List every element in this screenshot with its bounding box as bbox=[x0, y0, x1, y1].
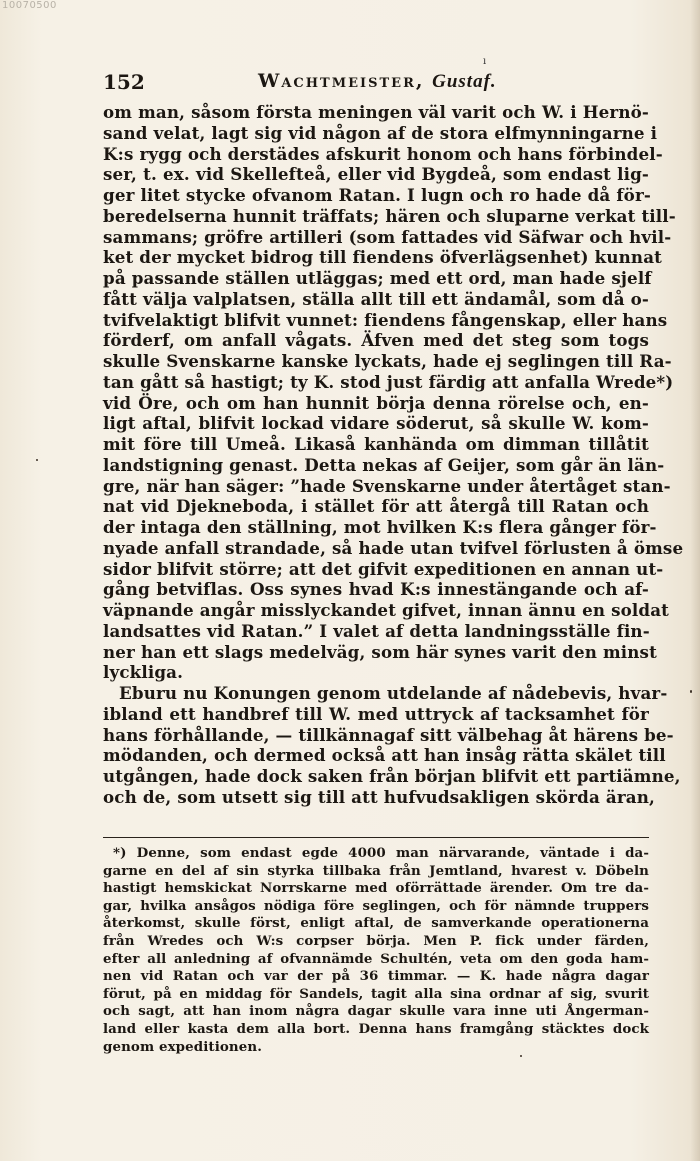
text-line: nyade anfall strandade, så hade utan tvifvel förlusten å ömse bbox=[103, 537, 684, 558]
text-line: förderf, om anfall vågats. Äfven med det steg som togs bbox=[103, 330, 649, 351]
running-title-surname: Wachtmeister, bbox=[258, 70, 425, 92]
ink-speck bbox=[520, 1055, 522, 1057]
footnote-line: återkomst, skulle först, enligt aftal, de samverkande operationerna bbox=[103, 915, 649, 932]
ink-speck bbox=[36, 459, 38, 461]
text-line: hans förhållande, — tillkännagaf sitt välbehag åt härens be- bbox=[103, 724, 674, 745]
text-line: ibland ett handbref till W. med uttryck af tacksamhet för bbox=[103, 703, 649, 724]
text-line: sidor blifvit större; att det gifvit expeditionen en annan ut- bbox=[103, 558, 664, 579]
text-line: vid Öre, och om han hunnit börja denna rörelse och, en- bbox=[103, 392, 649, 413]
text-line: ligt aftal, blifvit lockad vidare söderut, så skulle W. kom- bbox=[103, 413, 649, 434]
text-line: mödanden, och dermed också att han insåg rätta skälet till bbox=[103, 745, 666, 766]
footnote-line: från Wredes och W:s corpser börja. Men P. fick under färden, bbox=[103, 932, 649, 949]
text-line: nat vid Djekneboda, i stället för att återgå till Ratan och bbox=[103, 496, 649, 517]
text-line: K:s rygg och derstädes afskurit honom och hans förbindel- bbox=[103, 143, 663, 164]
footnote-rule bbox=[103, 837, 649, 838]
text-line: gre, när han säger: ”hade Svenskarne under återtåget stan- bbox=[103, 475, 671, 496]
text-line: der intaga den ställning, mot hvilken K:s flera gånger för- bbox=[103, 517, 657, 537]
footnote-line: efter all anledning af ofvannämde Schultén, veta om den goda ham- bbox=[103, 950, 649, 967]
footnote-line: land eller kasta dem alla bort. Denna hans framgång stäcktes dock bbox=[103, 1020, 649, 1037]
footnote-line: förut, på en middag för Sandels, tagit alla sina ordnar af sig, svurit bbox=[103, 985, 649, 1002]
footnote-line: nen vid Ratan och var der på 36 timmar. — K. hade några dagar bbox=[103, 968, 649, 985]
text-line: Eburu nu Konungen genom utdelande af nådebevis, hvar- bbox=[119, 683, 668, 703]
text-line: ner han ett slags medelväg, som här synes varit den minst bbox=[103, 641, 657, 662]
footnote-line: gar, hvilka ansågos nödiga före seglingen, och för nämnde truppers bbox=[103, 897, 649, 914]
text-line: tvifvelaktigt blifvit vunnet: fiendens fångenskap, eller hans bbox=[103, 309, 668, 330]
page-number: 152 bbox=[103, 70, 145, 94]
footnote-line: och sagt, att han inom några dagar skulle vara inne uti Ångerman- bbox=[103, 1003, 649, 1020]
text-line: tan gått så hastigt; ty K. stod just färdig att anfalla Wrede*) bbox=[103, 371, 674, 392]
text-line: fått välja valplatsen, ställa allt till ett ändamål, som då o- bbox=[103, 288, 649, 309]
text-line: sand velat, lagt sig vid någon af de stora elfmynningarne i bbox=[103, 122, 658, 143]
text-line: på passande ställen utläggas; med ett ord, man hade sjelf bbox=[103, 268, 652, 288]
text-line: och de, som utsett sig till att hufvudsakligen skörda äran, bbox=[103, 786, 655, 807]
text-line: beredelserna hunnit träffats; hären och sluparne verkat till- bbox=[103, 205, 676, 226]
running-title-given-name: Gustaf. bbox=[432, 71, 497, 92]
text-line: landsattes vid Ratan.” I valet af detta landningsställe fin- bbox=[103, 620, 650, 641]
ink-speck bbox=[690, 690, 692, 693]
printer-mark: ı bbox=[483, 56, 487, 67]
text-line: gång betviflas. Oss synes hvad K:s innestängande och af- bbox=[103, 579, 649, 600]
running-head bbox=[103, 70, 653, 96]
main-text bbox=[103, 102, 684, 808]
text-line: lyckliga. bbox=[103, 662, 184, 683]
text-line: ket der mycket bidrog till fiendens öfverlägsenhet) kunnat bbox=[103, 247, 663, 268]
text-line: sammans; gröfre artilleri (som fattades vid Säfwar och hvil- bbox=[103, 226, 672, 247]
scan-identifier: 10070500 bbox=[2, 0, 57, 11]
footnote-line: genom expeditionen. bbox=[103, 1038, 262, 1055]
footnote-line: hastigt hemskickat Norrskarne med oförrättade ärender. Om tre da- bbox=[103, 880, 649, 897]
page-edge-shadow bbox=[690, 0, 700, 1161]
text-line: skulle Svenskarne kanske lyckats, hade ej seglingen till Ra- bbox=[103, 351, 672, 371]
text-line: utgången, hade dock saken från början blifvit ett partiämne, bbox=[103, 766, 681, 786]
text-line: landstigning genast. Detta nekas af Geijer, som går än län- bbox=[103, 454, 665, 475]
running-title bbox=[258, 70, 497, 93]
text-line: om man, såsom första meningen väl varit och W. i Hernö- bbox=[103, 102, 649, 122]
text-line: väpnande angår misslyckandet gifvet, innan ännu en soldat bbox=[103, 600, 670, 620]
text-line: ser, t. ex. vid Skellefteå, eller vid Bygdeå, som endast lig- bbox=[103, 164, 649, 185]
footnote-line: garne en del af sin styrka tillbaka från Jemtland, hvarest v. Döbeln bbox=[103, 862, 649, 879]
footnote-line: *) Denne, som endast egde 4000 man närvarande, väntade i da- bbox=[113, 845, 649, 861]
text-line: ger litet stycke ofvanom Ratan. I lugn och ro hade då för- bbox=[103, 185, 651, 205]
footnote bbox=[103, 845, 649, 1056]
text-line: mit före till Umeå. Likaså kanhända om dimman tillåtit bbox=[103, 434, 649, 454]
